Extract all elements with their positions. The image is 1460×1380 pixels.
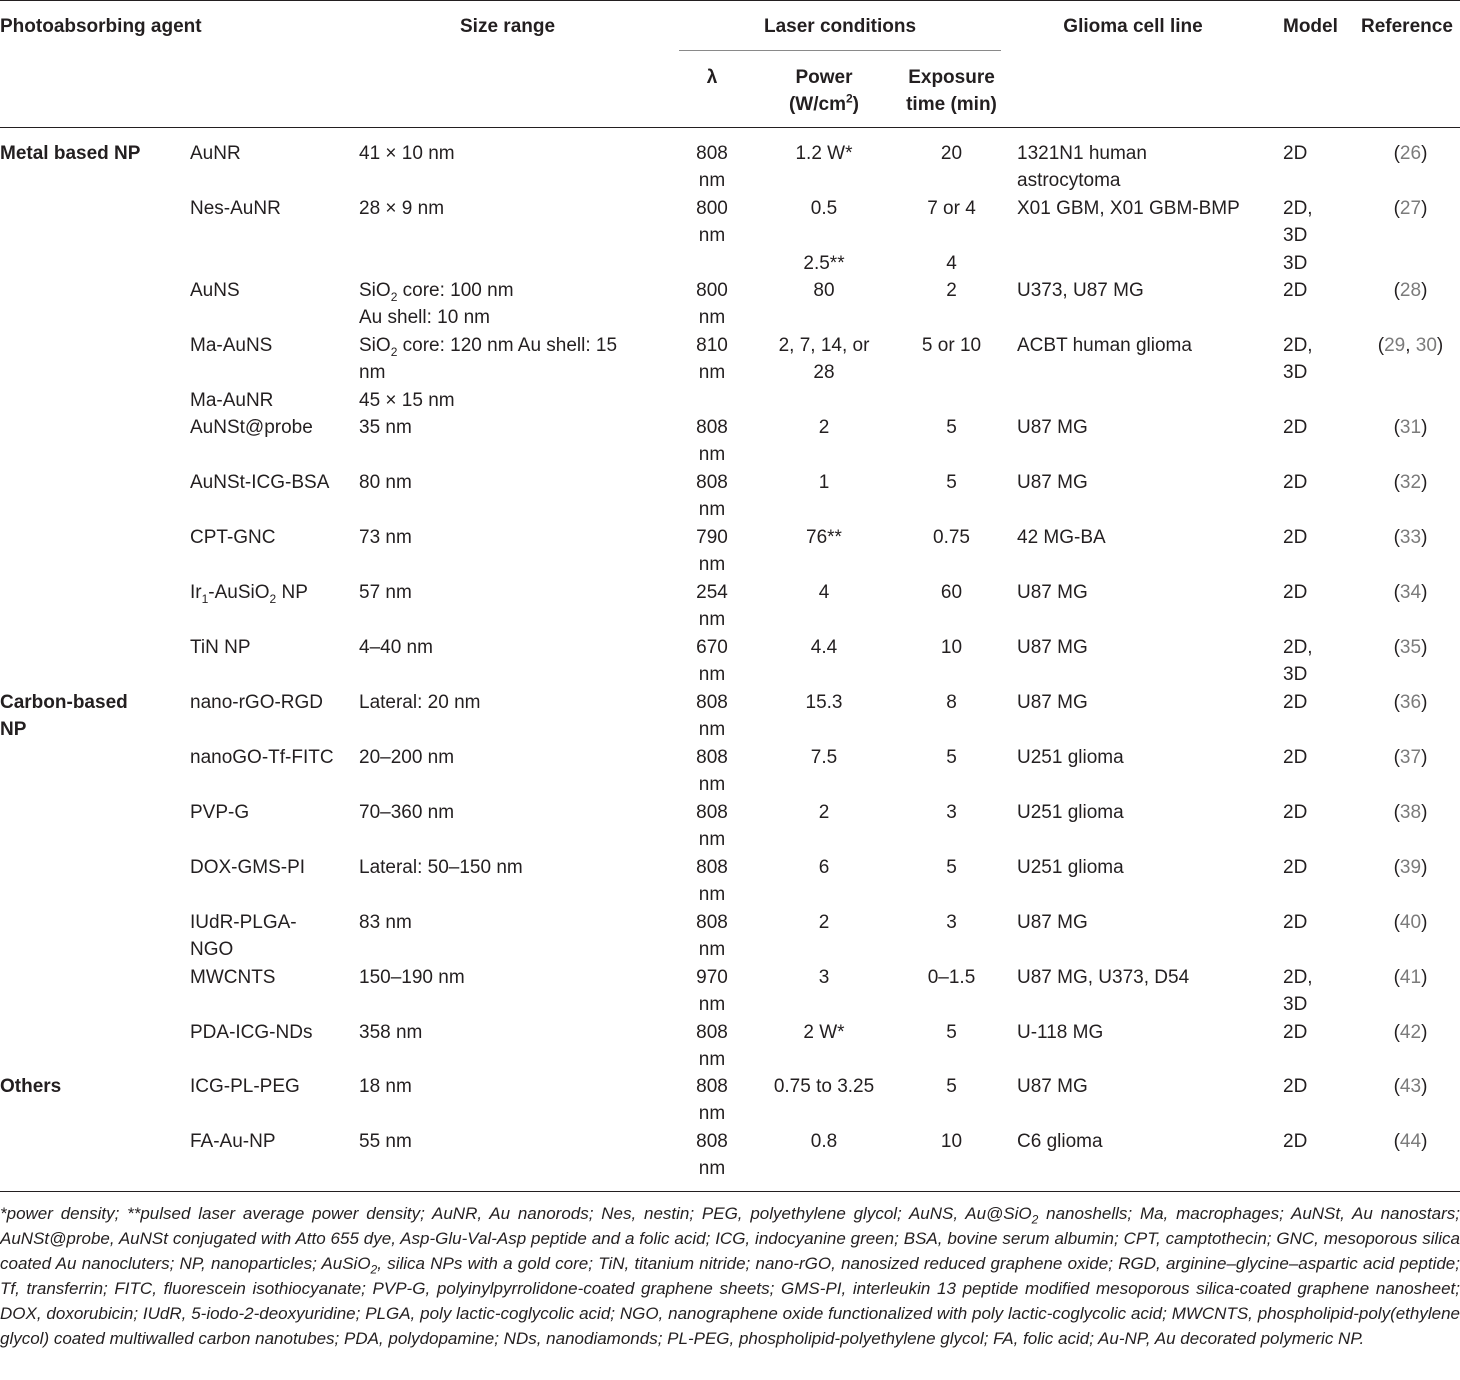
reference-link[interactable]: 27: [1399, 198, 1422, 219]
power-cell: 4: [818, 582, 830, 603]
size-cell: 83 nm: [359, 912, 412, 933]
lambda-value: 808: [696, 472, 728, 493]
lambda-cell: [679, 744, 745, 799]
exposure-cell: 10: [940, 1131, 963, 1152]
size-cell: 57 nm: [359, 582, 412, 603]
power-cell: 0.75 to 3.25: [773, 1076, 875, 1097]
lambda-value: 254: [696, 582, 728, 603]
group-carbon-line2: NP: [0, 719, 27, 741]
paren-open: (: [1393, 280, 1400, 301]
lambda-unit: nm: [698, 362, 726, 384]
reference-cell: [1361, 854, 1460, 881]
power-cell: 6: [818, 857, 830, 878]
reference-link[interactable]: 32: [1399, 472, 1422, 493]
lambda-value: 970: [696, 967, 728, 988]
lambda-cell: [679, 277, 745, 332]
model-cell: 3D: [1283, 253, 1308, 274]
lambda-unit: nm: [698, 829, 726, 851]
footnote-subscript: 2: [1031, 1212, 1039, 1227]
lambda-unit: nm: [698, 1103, 726, 1125]
lambda-cell: [679, 579, 745, 634]
size-cell: 28 × 9 nm: [359, 198, 445, 219]
cell-line-cell: U87 MG: [1017, 1076, 1088, 1097]
agent-cell: [190, 909, 297, 964]
size-cell: 55 nm: [359, 1131, 412, 1152]
exposure-cell: 5: [946, 857, 957, 878]
lambda-value: 808: [696, 692, 728, 713]
size-subscript: 2: [390, 289, 398, 304]
cell-line-cell: U251 glioma: [1017, 857, 1124, 878]
exposure-cell: 5: [946, 747, 957, 768]
power-cell: [764, 332, 884, 387]
cell-line-cell: [1017, 140, 1147, 195]
model-text: 2D,: [1283, 198, 1313, 219]
header-power-sup: 2: [845, 91, 853, 106]
power-cell: 2: [818, 802, 830, 823]
paren-close: ): [1421, 1022, 1428, 1043]
reference-cell: [1361, 634, 1460, 661]
cell-line-cell: U87 MG: [1017, 582, 1088, 603]
size-cell: [359, 277, 514, 332]
paren-close: ): [1436, 335, 1444, 356]
lambda-cell: [679, 799, 745, 854]
paren-close: ): [1421, 1131, 1428, 1152]
agent-cell: ICG-PL-PEG: [190, 1076, 300, 1097]
agent-cell: AuNSt-ICG-BSA: [190, 472, 330, 493]
model-text: 2D,: [1283, 967, 1313, 988]
lambda-value: 808: [696, 747, 728, 768]
model-cell: [1283, 195, 1313, 250]
agent-cell: nano-rGO-RGD: [190, 692, 324, 713]
lambda-value: 808: [696, 1131, 728, 1152]
header-lambda: λ: [706, 67, 718, 88]
paren-open: (: [1393, 527, 1400, 548]
power-cell: 2 W*: [803, 1022, 845, 1043]
lambda-unit: nm: [698, 225, 726, 247]
footnote-subscript-2: 2: [370, 1262, 378, 1277]
power-cell: 3: [818, 967, 830, 988]
cell-line-cell: U373, U87 MG: [1017, 280, 1144, 301]
laser-group-rule: [679, 50, 1001, 51]
exposure-cell: 5: [946, 472, 957, 493]
size-text: SiO: [359, 335, 391, 356]
cell-line-cell: U87 MG: [1017, 692, 1088, 713]
lambda-value: 808: [696, 857, 728, 878]
exposure-cell: 5: [946, 1076, 957, 1097]
header-reference: Reference: [1361, 16, 1453, 37]
lambda-unit: nm: [698, 444, 726, 466]
model-cell: 2D: [1283, 912, 1308, 933]
cell-line-cell: U251 glioma: [1017, 802, 1124, 823]
reference-link[interactable]: 31: [1399, 417, 1422, 438]
cell-line-text-2: astrocytoma: [1017, 170, 1121, 192]
exposure-cell: 5 or 10: [921, 335, 982, 356]
agent-cell: DOX-GMS-PI: [190, 857, 306, 878]
exposure-cell: 2: [946, 280, 957, 301]
agent-text: Ir: [190, 582, 202, 603]
header-exposure: [900, 64, 1003, 118]
header-cell: Glioma cell line: [1063, 16, 1203, 37]
paren-open: (: [1393, 802, 1400, 823]
reference-cell: [1361, 689, 1460, 716]
reference-link[interactable]: 30: [1415, 335, 1437, 356]
reference-cell: [1361, 524, 1460, 551]
lambda-unit: nm: [698, 1049, 726, 1071]
reference-link[interactable]: 41: [1399, 967, 1422, 988]
agent-cell: Ma-AuNS: [190, 335, 273, 356]
model-text: 2D,: [1283, 335, 1313, 356]
paren-open: (: [1393, 857, 1400, 878]
paren-open: (: [1393, 1076, 1400, 1097]
agent-subscript-2: 2: [269, 591, 277, 606]
cell-line-cell: U251 glioma: [1017, 747, 1124, 768]
lambda-cell: [679, 140, 745, 195]
cell-line-cell: X01 GBM, X01 GBM-BMP: [1017, 198, 1240, 219]
model-cell: 2D: [1283, 527, 1308, 548]
size-text-2: Au shell: 10 nm: [359, 307, 490, 329]
reference-cell: [1361, 469, 1460, 496]
lambda-cell: [679, 469, 745, 524]
reference-cell: [1361, 1128, 1460, 1155]
lambda-value: 670: [696, 637, 728, 658]
lambda-cell: [679, 909, 745, 964]
reference-cell: [1361, 909, 1460, 936]
table-footnote: [0, 1201, 1460, 1351]
paren-close: ): [1421, 637, 1428, 658]
lambda-value: 800: [696, 280, 728, 301]
header-agent: Photoabsorbing agent: [0, 16, 202, 37]
cell-line-cell: U87 MG: [1017, 417, 1088, 438]
lambda-cell: [679, 1019, 745, 1074]
model-cell: [1283, 332, 1313, 387]
model-text-2: 3D: [1283, 225, 1308, 247]
lambda-unit: nm: [698, 554, 726, 576]
agent-cell: PDA-ICG-NDs: [190, 1022, 313, 1043]
lambda-cell: [679, 195, 745, 250]
size-text-cont: core: 100 nm: [397, 280, 514, 301]
size-cell: 35 nm: [359, 417, 412, 438]
model-cell: 2D: [1283, 280, 1308, 301]
power-cell: 7.5: [810, 747, 838, 768]
paren-close: ): [1421, 280, 1428, 301]
paren-open: (: [1393, 1022, 1400, 1043]
exposure-cell: 3: [946, 912, 957, 933]
lambda-cell: [679, 689, 745, 744]
size-text-2: nm: [359, 362, 386, 384]
lambda-cell: [679, 524, 745, 579]
lambda-unit: nm: [698, 719, 726, 741]
paren-open: (: [1393, 692, 1400, 713]
reference-cell: [1361, 964, 1460, 991]
lambda-unit: nm: [698, 170, 726, 192]
header-power-close: ): [852, 94, 859, 115]
paren-close: ): [1421, 582, 1428, 603]
size-text: SiO: [359, 280, 391, 301]
size-cell: 45 × 15 nm: [359, 390, 455, 411]
lambda-cell: [679, 1073, 745, 1128]
lambda-cell: [679, 332, 745, 387]
exposure-cell: 8: [946, 692, 957, 713]
cell-line-cell: U87 MG: [1017, 472, 1088, 493]
model-cell: 2D: [1283, 857, 1308, 878]
cell-line-cell: ACBT human glioma: [1017, 335, 1192, 356]
reference-link[interactable]: 37: [1399, 747, 1422, 768]
paren-open: (: [1393, 198, 1400, 219]
size-cell: [359, 332, 617, 387]
agent-cell: nanoGO-Tf-FITC: [190, 747, 334, 768]
lambda-unit: nm: [698, 499, 726, 521]
agent-text-end: NP: [276, 582, 308, 603]
cell-line-cell: U87 MG: [1017, 912, 1088, 933]
power-cell: 1: [818, 472, 830, 493]
exposure-cell: 4: [946, 253, 957, 274]
header-power-line1: Power: [795, 67, 853, 88]
agent-text-mid: -AuSiO: [208, 582, 270, 603]
lambda-value: 808: [696, 1022, 728, 1043]
model-text-2: 3D: [1283, 362, 1308, 384]
reference-link[interactable]: 42: [1399, 1022, 1422, 1043]
reference-cell: [1361, 799, 1460, 826]
group-metal: Metal based NP: [0, 143, 141, 164]
cell-line-cell: U87 MG: [1017, 637, 1088, 658]
paren-close: ): [1421, 527, 1428, 548]
lambda-value: 790: [696, 527, 728, 548]
header-bottom-rule: [0, 127, 1460, 128]
reference-cell: [1361, 140, 1460, 167]
agent-cell: AuNSt@probe: [190, 417, 313, 438]
lambda-value: 808: [696, 912, 728, 933]
size-subscript: 2: [390, 344, 398, 359]
model-cell: 2D: [1283, 472, 1308, 493]
reference-link[interactable]: 28: [1399, 280, 1422, 301]
power-cell: 0.8: [810, 1131, 838, 1152]
exposure-cell: 5: [946, 1022, 957, 1043]
header-model: Model: [1283, 16, 1338, 37]
lambda-unit: nm: [698, 609, 726, 631]
power-cell: 76**: [806, 527, 842, 548]
paren-open: (: [1393, 582, 1400, 603]
lambda-unit: nm: [698, 939, 726, 961]
reference-link[interactable]: 35: [1399, 637, 1422, 658]
lambda-cell: [679, 414, 745, 469]
reference-cell: [1361, 1019, 1460, 1046]
exposure-cell: 60: [940, 582, 963, 603]
reference-link[interactable]: 29: [1384, 335, 1406, 356]
model-cell: 2D: [1283, 582, 1308, 603]
reference-link[interactable]: 33: [1399, 527, 1422, 548]
paren-close: ): [1421, 198, 1428, 219]
size-cell: 18 nm: [359, 1076, 412, 1097]
lambda-unit: nm: [698, 664, 726, 686]
lambda-unit: nm: [698, 994, 726, 1016]
cell-line-cell: C6 glioma: [1017, 1131, 1103, 1152]
agent-text: IUdR-PLGA-: [190, 912, 297, 933]
exposure-cell: 7 or 4: [927, 198, 976, 219]
size-cell: 70–360 nm: [359, 802, 455, 823]
ref-comma: ,: [1405, 335, 1416, 356]
table-bottom-rule: [0, 1191, 1460, 1192]
paren-close: ): [1421, 692, 1428, 713]
group-others: Others: [0, 1076, 62, 1097]
cell-line-cell: 42 MG-BA: [1017, 527, 1106, 548]
lambda-unit: nm: [698, 1158, 726, 1180]
reference-link[interactable]: 38: [1399, 802, 1422, 823]
model-cell: 2D: [1283, 802, 1308, 823]
power-cell: 2: [818, 417, 830, 438]
paren-open: (: [1393, 637, 1400, 658]
paren-close: ): [1421, 143, 1428, 164]
footnote-text-end: , silica NPs with a gold core; TiN, titanium nitride; nano-rGO, nanosized reduced graphene oxide; RGD, arginine–glycine–aspartic acid peptide; Tf, transferrin; FITC, fluorescein isothiocyanate; PVP-G, polyinylpyrrolidone-coated graphene sheets; GMS-PI, interleukin 13 peptide modified mesoporous silica-coated graphene nanosheet; DOX, doxorubicin; IUdR, 5-iodo-2-deoxyuridine; PLGA, poly lactic-coglycolic acid; NGO, nanographene oxide functionalized with poly lactic-coglycolic acid; MWCNTS, phospholipid-poly(ethylene glycol) coated multiwalled carbon nanotubes; PDA, polydopamine; NDs, nanodiamonds; PL-PEG, phospholipid-polyethylene glycol; FA, folic acid; Au-NP, Au decorated polymeric NP.: [0, 1254, 1460, 1348]
exposure-cell: 0.75: [933, 527, 970, 548]
group-carbon-line1: Carbon-based: [0, 692, 128, 713]
size-text-cont: core: 120 nm Au shell: 15: [397, 335, 618, 356]
reference-link[interactable]: 43: [1399, 1076, 1422, 1097]
model-cell: 2D: [1283, 1131, 1308, 1152]
agent-cell: AuNS: [190, 280, 240, 301]
paren-close: ): [1421, 472, 1428, 493]
cell-line-cell: U-118 MG: [1017, 1022, 1104, 1043]
size-cell: Lateral: 50–150 nm: [359, 857, 523, 878]
paren-close: ): [1421, 747, 1428, 768]
power-cell: 80: [813, 280, 835, 301]
size-cell: 41 × 10 nm: [359, 143, 455, 164]
paren-open: (: [1393, 1131, 1400, 1152]
power-cell: 1.2 W*: [795, 143, 853, 164]
model-text: 2D,: [1283, 637, 1313, 658]
reference-cell: [1361, 579, 1460, 606]
exposure-cell: 0–1.5: [927, 967, 976, 988]
reference-cell: [1361, 744, 1460, 771]
lambda-unit: nm: [698, 774, 726, 796]
header-exposure-line2: time (min): [906, 94, 997, 115]
agent-cell: Ma-AuNR: [190, 390, 274, 411]
paren-close: ): [1421, 857, 1428, 878]
reference-link[interactable]: 40: [1399, 912, 1422, 933]
agent-cell: FA-Au-NP: [190, 1131, 276, 1152]
reference-link[interactable]: 36: [1399, 692, 1422, 713]
header-size: Size range: [460, 16, 556, 37]
footnote-text-cont: nanoshells; Ma, macrophages; AuNSt, Au nanostars; AuNSt@probe, AuNSt conjugated with Atto 655 dye, Asp-Glu-Val-Asp peptide and a folic acid; ICG, indocyanine green; BSA, bovine serum albumin; CPT, camptothecin; GNC, mesoporous silica coated Au nanocluters; NP, nanoparticles; AuSiO: [0, 1204, 1460, 1273]
size-cell: 150–190 nm: [359, 967, 465, 988]
reference-link[interactable]: 39: [1399, 857, 1422, 878]
reference-cell: [1361, 195, 1460, 222]
paren-close: ): [1421, 1076, 1428, 1097]
paren-open: (: [1393, 417, 1400, 438]
lambda-cell: [679, 964, 745, 1019]
agent-cell: [190, 579, 308, 606]
model-cell: 2D: [1283, 143, 1308, 164]
agent-cell: PVP-G: [190, 802, 250, 823]
size-cell: 4–40 nm: [359, 637, 433, 658]
table-top-rule: [0, 0, 1460, 1]
size-cell: 80 nm: [359, 472, 412, 493]
size-cell: 358 nm: [359, 1022, 423, 1043]
agent-text-2: NGO: [190, 939, 234, 961]
paren-close: ): [1421, 417, 1428, 438]
power-cell: 0.5: [810, 198, 838, 219]
exposure-cell: 5: [946, 417, 957, 438]
size-cell: 20–200 nm: [359, 747, 455, 768]
group-carbon: [0, 689, 128, 744]
lambda-value: 808: [696, 143, 728, 164]
power-cell: 15.3: [805, 692, 843, 713]
reference-link[interactable]: 34: [1399, 582, 1422, 603]
reference-cell: [1361, 414, 1460, 441]
lambda-cell: [679, 1128, 745, 1183]
model-text-2: 3D: [1283, 664, 1308, 686]
paren-open: (: [1393, 143, 1400, 164]
lambda-unit: nm: [698, 307, 726, 329]
lambda-cell: [679, 634, 745, 689]
lambda-value: 808: [696, 802, 728, 823]
model-cell: 2D: [1283, 1076, 1308, 1097]
cell-line-text: 1321N1 human: [1017, 143, 1147, 164]
cell-line-cell: U87 MG, U373, D54: [1017, 967, 1190, 988]
reference-cell: [1361, 1073, 1460, 1100]
model-cell: 2D: [1283, 692, 1308, 713]
lambda-cell: [679, 854, 745, 909]
model-cell: [1283, 964, 1313, 1019]
model-text-2: 3D: [1283, 994, 1308, 1016]
reference-cell: [1361, 277, 1460, 304]
lambda-value: 810: [696, 335, 728, 356]
power-text-2: 28: [813, 362, 835, 384]
agent-cell: CPT-GNC: [190, 527, 276, 548]
paren-close: ): [1421, 967, 1428, 988]
model-cell: [1283, 634, 1313, 689]
header-laser: Laser conditions: [763, 16, 917, 37]
power-cell: 2: [818, 912, 830, 933]
agent-subscript: 1: [201, 591, 209, 606]
model-cell: 2D: [1283, 747, 1308, 768]
model-cell: 2D: [1283, 1022, 1308, 1043]
paren-open: (: [1377, 335, 1385, 356]
paren-open: (: [1393, 747, 1400, 768]
paren-close: ): [1421, 912, 1428, 933]
agent-cell: TiN NP: [190, 637, 251, 658]
size-cell: Lateral: 20 nm: [359, 692, 481, 713]
power-cell: 2.5**: [803, 253, 845, 274]
model-cell: 2D: [1283, 417, 1308, 438]
lambda-unit: nm: [698, 884, 726, 906]
reference-cell: [1361, 332, 1460, 359]
paren-open: (: [1393, 912, 1400, 933]
power-text: 2, 7, 14, or: [778, 335, 870, 356]
footnote-text: *power density; **pulsed laser average power density; AuNR, Au nanorods; Nes, nestin; PEG, polyethylene glycol; AuNS, Au@SiO: [0, 1204, 1032, 1223]
header-exposure-line1: Exposure: [908, 67, 995, 88]
agent-cell: AuNR: [190, 143, 241, 164]
agent-cell: Nes-AuNR: [190, 198, 281, 219]
reference-link[interactable]: 44: [1399, 1131, 1422, 1152]
paren-close: ): [1421, 802, 1428, 823]
lambda-value: 808: [696, 1076, 728, 1097]
exposure-cell: 3: [946, 802, 957, 823]
header-power: [764, 64, 884, 118]
exposure-cell: 20: [940, 143, 963, 164]
lambda-value: 800: [696, 198, 728, 219]
exposure-cell: 10: [940, 637, 963, 658]
lambda-value: 808: [696, 417, 728, 438]
power-cell: 4.4: [810, 637, 838, 658]
size-cell: 73 nm: [359, 527, 412, 548]
reference-link[interactable]: 26: [1399, 143, 1422, 164]
paren-open: (: [1393, 967, 1400, 988]
header-power-line2: (W/cm: [788, 94, 846, 115]
paren-open: (: [1393, 472, 1400, 493]
agent-cell: MWCNTS: [190, 967, 276, 988]
